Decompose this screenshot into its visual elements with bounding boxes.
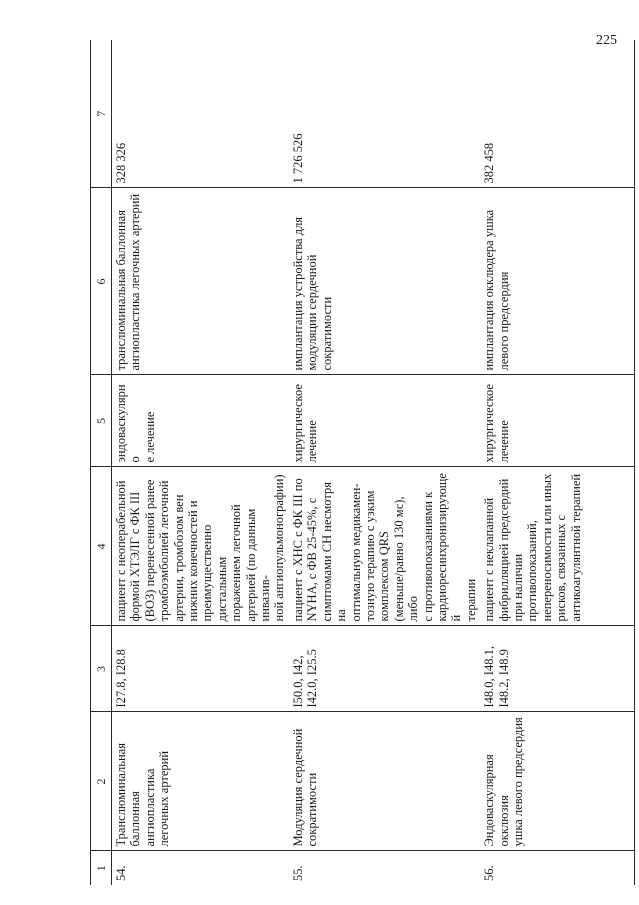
treatment-method: имплантация окклюдера ушка левого предсердия bbox=[480, 188, 635, 375]
medical-care-table bbox=[90, 40, 635, 885]
column-header-7: 7 bbox=[91, 40, 112, 188]
rotated-table-container bbox=[90, 40, 622, 885]
treatment-type: хирургическое лечение bbox=[480, 375, 635, 467]
table-row bbox=[112, 40, 289, 885]
icd-codes: I48.0, I48.1, I48.2, I48.9 bbox=[480, 626, 635, 712]
header-row bbox=[91, 40, 112, 885]
patient-model: пациент с ХНС с ФК III по NYHA, с ФВ 25-45%, с симптомами СН несмотря на оптимальную медикамен- тозную терапию с узким комплексом QRS (меньше/равно 130 мс), либо с противопоказаниями к кардиоресинхронизирующей терапии bbox=[289, 467, 480, 626]
intervention-name: Модуляция сердечной сократимости bbox=[289, 712, 480, 851]
icd-codes: I27.8, I28.8 bbox=[112, 626, 289, 712]
cost-value: 328 326 bbox=[112, 40, 289, 188]
treatment-method: транслюминальная баллонная ангиопластика легочных артерий bbox=[112, 188, 289, 375]
column-header-5: 5 bbox=[91, 375, 112, 467]
column-header-1: 1 bbox=[91, 851, 112, 885]
table-row bbox=[480, 40, 635, 885]
intervention-name: Транслюминальная баллонная ангиопластика легочных артерий bbox=[112, 712, 289, 851]
patient-model: пациент с неклапанной фибрилляцией предсердий при наличии противопоказаний, непереносимости или иных рисков, связанных с антикоагулянтной терапией bbox=[480, 467, 635, 626]
page-number: 225 bbox=[596, 33, 617, 48]
cost-value: 1 726 526 bbox=[289, 40, 480, 188]
intervention-name: Эндоваскулярная окклюзия ушка левого предсердия bbox=[480, 712, 635, 851]
patient-model: пациент с неоперабельной формой ХТЭЛГ с ФК III (ВОЗ) перенесенной ранее тромбоэмболией легочной артерии, тромбозом вен нижних конечностей и преимущественно дистальным поражением легочной артерией (по данным инвазив- ной ангиопульмонографии) bbox=[112, 467, 289, 626]
row-number: 54. bbox=[114, 865, 128, 881]
column-header-2: 2 bbox=[91, 712, 112, 851]
treatment-method: имплантация устройства для модуляции сердечной сократимости bbox=[289, 188, 480, 375]
icd-codes: I50.0, I42, I42.0, I25.5 bbox=[289, 626, 480, 712]
column-header-3: 3 bbox=[91, 626, 112, 712]
column-header-6: 6 bbox=[91, 188, 112, 375]
column-header-4: 4 bbox=[91, 467, 112, 626]
treatment-type: хирургическое лечение bbox=[289, 375, 480, 467]
treatment-type: эндоваскулярно е лечение bbox=[112, 375, 289, 467]
table-row bbox=[289, 40, 480, 885]
cost-value: 382 458 bbox=[480, 40, 635, 188]
row-number: 56. bbox=[480, 851, 635, 885]
row-number: 55. bbox=[290, 865, 305, 881]
